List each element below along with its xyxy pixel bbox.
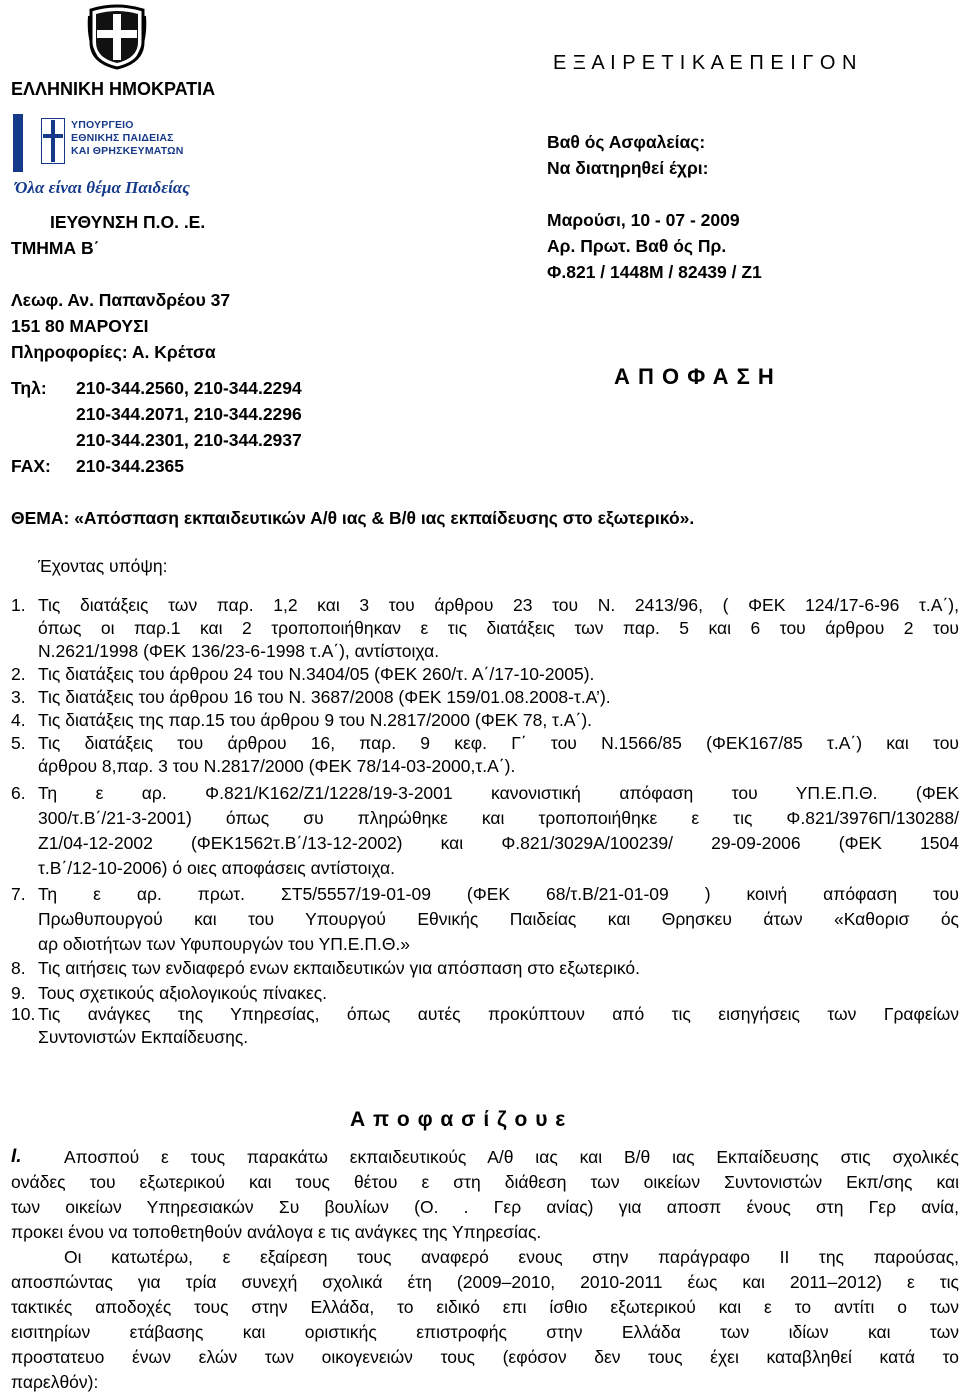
tel-line: 210-344.2301, 210-344.2937 bbox=[76, 430, 302, 450]
list-number: 3. bbox=[11, 687, 26, 707]
ministry-logo bbox=[11, 110, 242, 205]
list-item-line: Ζ1/04-12-2002 (ΦΕΚ1562τ.Β΄/13-12-2002) και Φ.821/3029Α/100239/ 29-09-2006 (ΦΕΚ 1504 bbox=[38, 833, 959, 853]
list-item-line: Τους σχετικούς αξιολογικούς πίνακες. bbox=[38, 983, 327, 1003]
list-number: 6. bbox=[11, 783, 26, 803]
decide-heading: Α π ο φ α σ ί ζ ο υ ε bbox=[350, 1108, 567, 1131]
list-item-line: Τις διατάξεις του άρθρου 24 του Ν.3404/05 (ΦΕΚ 260/τ. Α΄/17-10-2005). bbox=[38, 664, 595, 684]
tel-line: 210-344.2071, 210-344.2296 bbox=[76, 404, 302, 424]
list-item-line: τ.Β΄/12-10-2006) ό οιες αποφάσεις αντίστοιχα. bbox=[38, 858, 396, 878]
protocol-number: Φ.821 / 1448Μ / 82439 / Ζ1 bbox=[547, 262, 762, 282]
date-place: Μαρούσι, 10 - 07 - 2009 bbox=[547, 210, 740, 230]
list-item-line: Πρωθυπουργού και του Υπουργού Εθνικής Παιδείας και Θρησκευ άτων «Καθορισ ός bbox=[38, 909, 959, 929]
section-para-line: παρελθόν): bbox=[11, 1372, 99, 1392]
section-text-line: ονάδες του εξωτερικού και τους θέτου ε στη διάθεση των οικείων Συντονιστών Εκπ/σης και bbox=[11, 1172, 959, 1192]
list-item-line: Τις αιτήσεις των ενδιαφερό ενων εκπαιδευτικών για απόσπαση στο εξωτερικό. bbox=[38, 958, 641, 978]
list-item-line: Τις διατάξεις του άρθρου 16, παρ. 9 κεφ. Γ΄ του Ν.1566/85 (ΦΕΚ167/85 τ.Α΄) και του bbox=[38, 733, 959, 753]
tel-label: Τηλ: bbox=[11, 378, 47, 398]
list-item-line: Τη ε αρ. πρωτ. ΣΤ5/5557/19-01-09 (ΦΕΚ 68/τ.Β/21-01-09 ) κοινή απόφαση του bbox=[38, 884, 959, 904]
keep-until: Να διατηρηθεί έχρι: bbox=[547, 158, 709, 178]
section-text-line: προκει ένου να τοποθετηθούν ανάλογα ε τις ανάγκες της Υπηρεσίας. bbox=[11, 1222, 542, 1242]
info-contact: Πληροφορίες: Α. Κρέτσα bbox=[11, 342, 216, 362]
list-item-line: όπως οι παρ.1 και 2 τροποποιήθηκαν ε τις διατάξεις των παρ. 5 και 6 του άρθρου 2 του bbox=[38, 618, 959, 638]
greek-emblem-icon bbox=[87, 4, 147, 70]
section-para-line: αποσπώντας για τρία συνεχή σχολικά έτη (2009–2010, 2010-2011 έως και 2011–2012) ε τις bbox=[11, 1272, 959, 1292]
logo-text bbox=[71, 119, 184, 158]
section-para-line: τακτικές αποδοχές τους στην Ελλάδα, το ειδικό επι ίσθιο εξωτερικού και ε το αντίτι ο των bbox=[11, 1297, 959, 1317]
section-para-line: προστατευο ένων ελών των οικογενειών τους (εφόσον δεν τους έχει καταβληθεί κατά το bbox=[11, 1347, 959, 1367]
list-number: 4. bbox=[11, 710, 26, 730]
decision-title: Α Π Ο Φ Α Σ Η bbox=[614, 364, 775, 389]
logo-slogan: Όλα είναι θέμα Παιδείας bbox=[15, 178, 190, 197]
tel-line: 210-344.2560, 210-344.2294 bbox=[76, 378, 302, 398]
fax-number: 210-344.2365 bbox=[76, 456, 185, 476]
list-item-line: Τις διατάξεις των παρ. 1,2 και 3 του άρθρου 23 του Ν. 2413/96, ( ΦΕΚ 124/17-6-96 τ.Α΄), bbox=[38, 595, 959, 615]
security-degree: Βαθ ός Ασφαλείας: bbox=[547, 132, 706, 152]
address-city: 151 80 ΜΑΡΟΥΣΙ bbox=[11, 316, 149, 336]
section-para-line: εισιτηρίων ετάβασης και οριστικής επιστροφής στην Ελλάδα των ιδίων και των bbox=[11, 1322, 959, 1342]
protocol-label: Αρ. Πρωτ. Βαθ ός Πρ. bbox=[547, 236, 727, 256]
list-item-line: άρθρου 8,παρ. 3 του Ν.2817/2000 (ΦΕΚ 78/14-03-2000,τ.Α΄). bbox=[38, 756, 516, 776]
list-number: 2. bbox=[11, 664, 26, 684]
logo-bar bbox=[13, 114, 23, 172]
section-label: Ι. bbox=[11, 1146, 22, 1167]
list-item-line: αρ οδιοτήτων των Υφυπουργών του ΥΠ.Ε.Π.Θ.» bbox=[38, 934, 411, 954]
list-number: 7. bbox=[11, 884, 26, 904]
list-item-line: 300/τ.Β΄/21-3-2001) όπως συ πληρώθηκε και τροποποιήθηκε ε τις Φ.821/3976Π/130288/ bbox=[38, 808, 959, 828]
list-item-line: Τη ε αρ. Φ.821/Κ162/Ζ1/1228/19-3-2001 κανονιστική απόφαση του ΥΠ.Ε.Π.Θ. (ΦΕΚ bbox=[38, 783, 959, 803]
org-title: ΕΛΛΗΝΙΚΗ ΗΜΟΚΡΑΤΙΑ bbox=[11, 79, 216, 99]
list-item-line: Συντονιστών Εκπαίδευσης. bbox=[38, 1027, 249, 1047]
list-number: 1. bbox=[11, 595, 26, 615]
list-number: 8. bbox=[11, 958, 26, 978]
urgency-marking: Ε Ξ Α Ι Ρ Ε Τ Ι Κ Α Ε Π Ε Ι Γ Ο Ν bbox=[553, 52, 857, 74]
list-number: 10. bbox=[11, 1004, 36, 1024]
department: ΤΜΗΜΑ Β΄ bbox=[11, 238, 100, 258]
list-number: 5. bbox=[11, 733, 26, 753]
section-text-line: Αποσπού ε τους παρακάτω εκπαιδευτικούς Α/θ ιας και Β/θ ιας Εκπαίδευσης στις σχολικές bbox=[64, 1147, 959, 1167]
considering-heading: Έχοντας υπόψη: bbox=[38, 556, 168, 576]
section-text-line: των οικείων Υπηρεσιακών Συ βουλίων (Ο. . Γερ ανίας) για αποσπ ένους στη Γερ ανία, bbox=[11, 1197, 959, 1217]
logo-line: ΚΑΙ ΘΡΗΣΚΕΥΜΑΤΩΝ bbox=[71, 145, 184, 157]
logo-line: ΥΠΟΥΡΓΕΙΟ bbox=[71, 119, 134, 131]
list-item-line: Τις διατάξεις της παρ.15 του άρθρου 9 του Ν.2817/2000 (ΦΕΚ 78, τ.Α΄). bbox=[38, 710, 593, 730]
list-item-line: Τις διατάξεις του άρθρου 16 του Ν. 3687/2008 (ΦΕΚ 159/01.08.2008-τ.Α’). bbox=[38, 687, 611, 707]
logo-line: ΕΘΝΙΚΗΣ ΠΑΙΔΕΙΑΣ bbox=[71, 132, 174, 144]
subject-line: ΘΕΜΑ: «Απόσπαση εκπαιδευτικών Α/θ ιας & Β/θ ιας εκπαίδευσης στο εξωτερικό». bbox=[11, 508, 695, 528]
list-number: 9. bbox=[11, 983, 26, 1003]
list-item-line: Τις ανάγκες της Υπηρεσίας, όπως αυτές προκύπτουν από τις εισηγήσεις των Γραφείων bbox=[38, 1004, 959, 1024]
section-para-line: Οι κατωτέρω, ε εξαίρεση τους αναφερό ενους στην παράγραφο ΙΙ της παρούσας, bbox=[64, 1247, 959, 1267]
directorate: ΙΕΥΘΥΝΣΗ Π.Ο. .Ε. bbox=[50, 212, 206, 232]
fax-label: FAX: bbox=[11, 456, 51, 476]
logo-mark-icon bbox=[41, 118, 65, 164]
list-item-line: Ν.2621/1998 (ΦΕΚ 136/23-6-1998 τ.Α΄), αντίστοιχα. bbox=[38, 641, 440, 661]
address-street: Λεωφ. Αν. Παπανδρέου 37 bbox=[11, 290, 231, 310]
